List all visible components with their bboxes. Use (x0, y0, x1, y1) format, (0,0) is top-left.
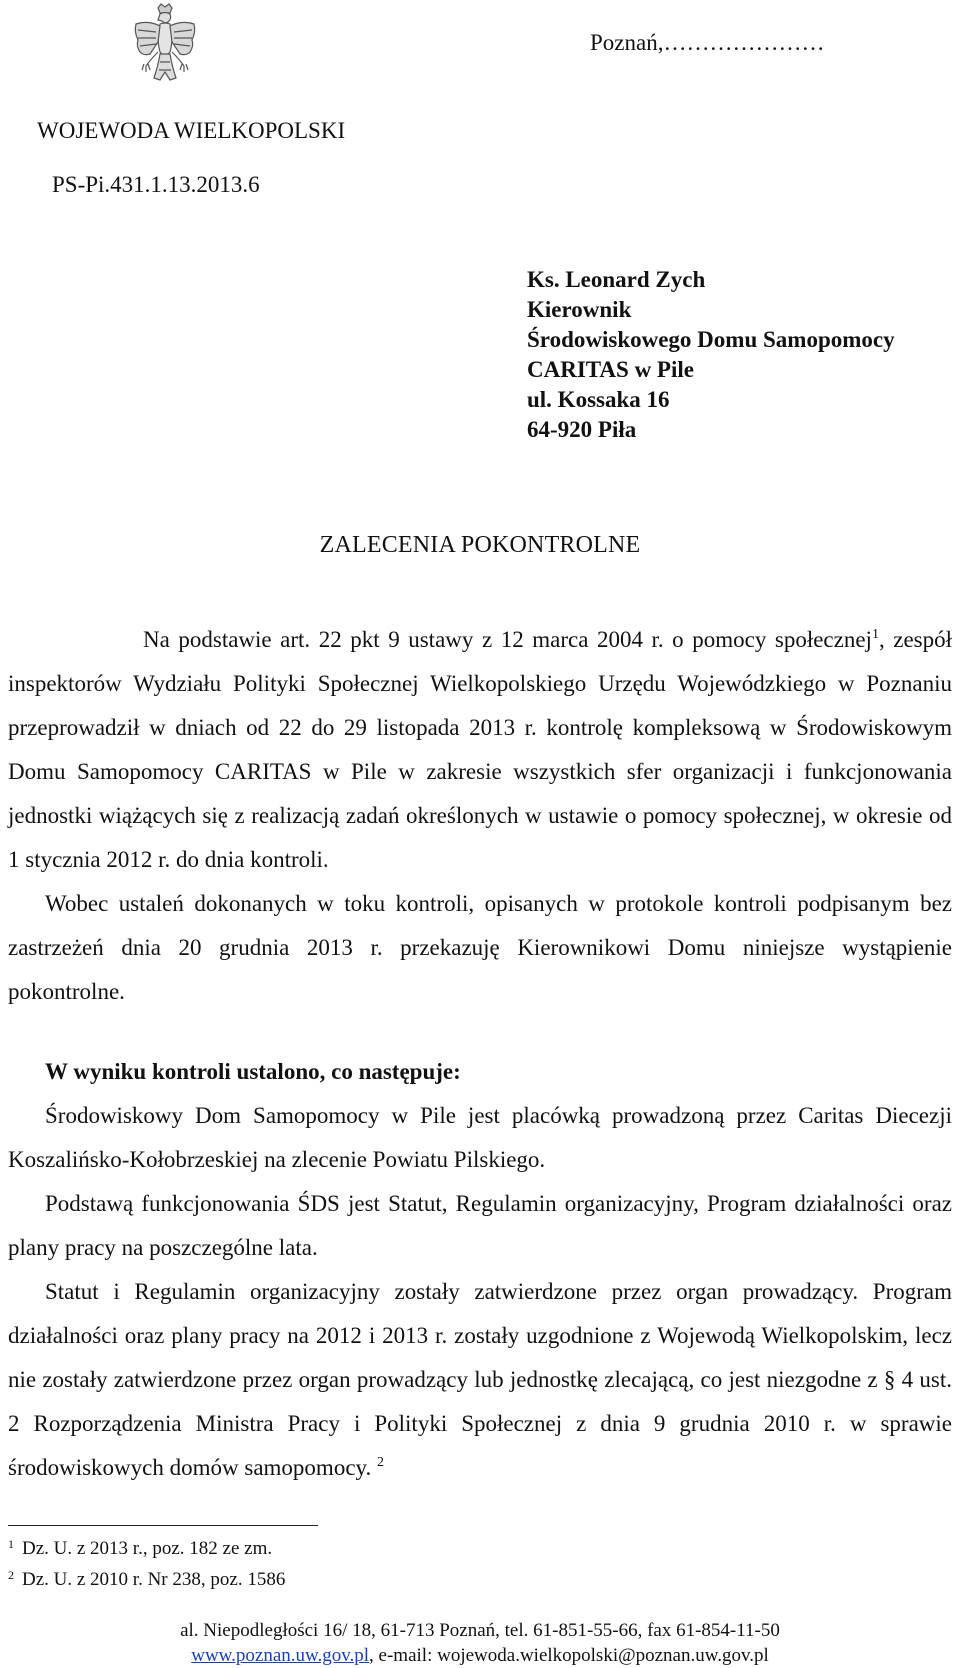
issuing-authority: WOJEWODA WIELKOPOLSKI (37, 118, 346, 143)
footnote-item (8, 1562, 285, 1593)
findings-text: Statut i Regulamin organizacyjny zostały zatwierdzone przez organ prowadzący. Program działalności oraz plany pracy na 2012 i 2013 r. zostały uzgodnione z Wojewodą Wielkopolskim, lecz nie zostały zatwierdzone przez organ prowadzący lub jednostkę zlecającą, co jest niezgodne z § 4 ust. 2 Rozporządzenia Ministra Pracy i Polityki Społecznej z dnia 9 grudnia 2010 r. w sprawie środowiskowych domów samopomocy. (8, 1279, 952, 1480)
footer-email: , e-mail: wojewoda.wielkopolski@poznan.uw.gov.pl (369, 1645, 769, 1666)
intro-text: Na podstawie art. 22 pkt 9 ustawy z 12 marca 2004 r. o pomocy społecznej (143, 627, 872, 652)
footnotes (8, 1531, 285, 1593)
website-link[interactable]: www.poznan.uw.gov.pl (191, 1645, 370, 1666)
footnote-number: 2 (8, 1568, 14, 1582)
intro-paragraph: Wobec ustaleń dokonanych w toku kontroli, opisanych w protokole kontroli podpisanym bez zastrzeżeń dnia 20 grudnia 2013 r. przekazuję Kierownikowi Domu niniejsze wystąpienie pokontrolne. (8, 891, 952, 1004)
findings-paragraph (8, 1270, 952, 1490)
footnote-ref: 1 (871, 627, 879, 642)
recipient-line: Kierownik (527, 297, 632, 322)
page-footer (0, 1618, 960, 1668)
footnote-text: Dz. U. z 2013 r., poz. 182 ze zm. (22, 1538, 273, 1559)
footnote-divider (8, 1525, 318, 1526)
reference-number: PS-Pi.431.1.13.2013.6 (52, 172, 260, 197)
recipient-line: CARITAS w Pile (527, 357, 694, 382)
recipient-line: Środowiskowego Domu Samopomocy (527, 327, 895, 352)
findings-section (8, 1050, 952, 1490)
recipient-line: ul. Kossaka 16 (527, 387, 670, 412)
intro-section (8, 618, 952, 1014)
findings-paragraph: Podstawą funkcjonowania ŚDS jest Statut, Regulamin organizacyjny, Program działalności oraz plany pracy na poszczególne lata. (8, 1191, 952, 1260)
findings-title: W wyniku kontroli ustalono, co następuje: (45, 1059, 461, 1084)
document-title: ZALECENIA POKONTROLNE (319, 532, 641, 558)
recipient-line: Ks. Leonard Zych (527, 267, 706, 292)
footnote-item (8, 1531, 285, 1562)
findings-paragraph: Środowiskowy Dom Samopomocy w Pile jest placówką prowadzoną przez Caritas Diecezji Koszalińsko-Kołobrzeskiej na zlecenie Powiatu Pilskiego. (8, 1103, 952, 1172)
eagle-icon (130, 2, 200, 102)
recipient-line: 64-920 Piła (527, 417, 637, 442)
polish-eagle-emblem (130, 2, 200, 102)
footnote-ref: 2 (377, 1455, 385, 1470)
footnote-number: 1 (8, 1537, 14, 1551)
intro-text: , zespół inspektorów Wydziału Polityki Społecznej Wielkopolskiego Urzędu Wojewódzkiego w Poznaniu przeprowadził w dniach od 22 do 29 listopada 2013 r. kontrolę kompleksową w Środowiskowym Domu Samopomocy CARITAS w Pile w zakresie wszystkich sfer organizacji i funkcjonowania jednostki wiążących się z realizacją zadań określonych w ustawie o pomocy społecznej, w okresie od 1 stycznia 2012 r. do dnia kontroli. (8, 627, 952, 872)
place-and-date: Poznań,………………… (590, 30, 825, 55)
recipient-address (527, 265, 895, 445)
intro-paragraph (8, 618, 952, 882)
footer-address: al. Niepodległości 16/ 18, 61-713 Poznań, tel. 61-851-55-66, fax 61-854-11-50 (180, 1620, 780, 1641)
footer-contact (0, 1643, 960, 1668)
footnote-text: Dz. U. z 2010 r. Nr 238, poz. 1586 (22, 1569, 286, 1590)
